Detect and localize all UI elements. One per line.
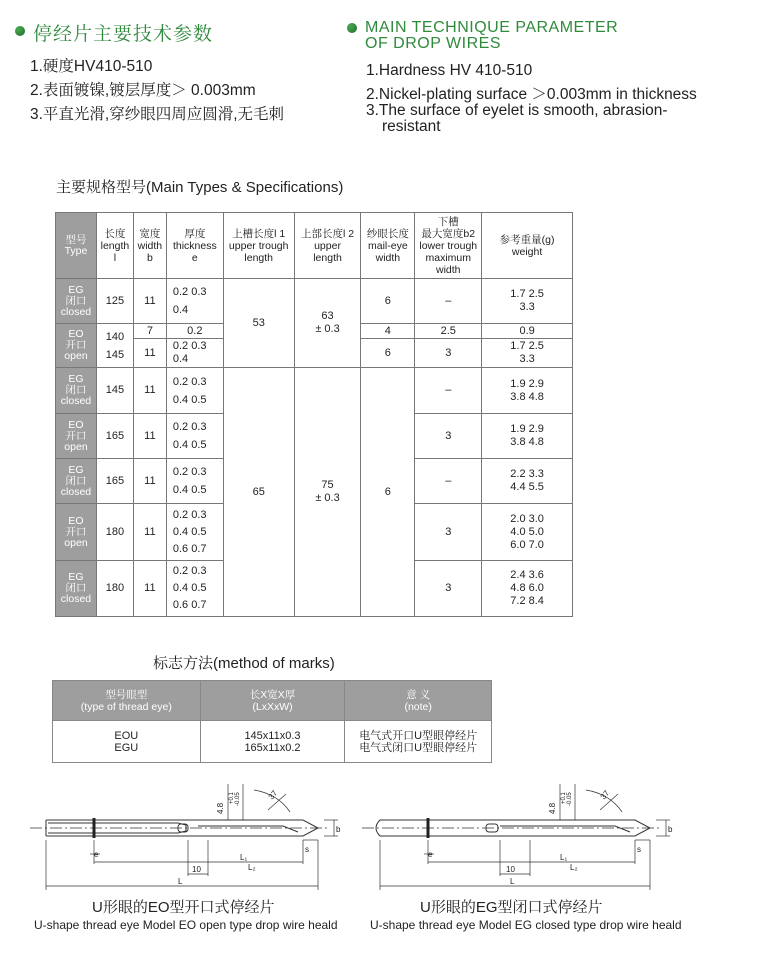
marks-note-cell: 电气式开口U型眼停经片 电气式闭口U型眼停经片 (345, 721, 492, 763)
header-type: 型号 Type (56, 213, 97, 279)
table-row (56, 279, 573, 324)
lower-trough-cell: 3 (415, 414, 482, 459)
thickness-cell: 0.2 0.3 0.4 (166, 279, 223, 324)
marks-header-type: 型号眼型 (type of thread eye) (53, 681, 201, 721)
type-cell: EG 闭口 closed (56, 368, 97, 414)
b-label: b (668, 825, 673, 834)
length-cell: 145 (96, 368, 133, 414)
lower-trough-cell: 2.5 (415, 324, 482, 339)
width-cell: 11 (133, 279, 166, 324)
mail-eye-cell: 6 (361, 339, 415, 368)
L-label: L (510, 877, 515, 886)
en-item-2: 2.Nickel-plating surface ＞0.003mm in thickness (366, 86, 697, 103)
length-cell: 140 145 (96, 324, 133, 368)
marks-header-dims: 长X宽X厚 (LxXxW) (200, 681, 345, 721)
width-cell: 11 (133, 368, 166, 414)
marks-header-note: 意 义 (note) (345, 681, 492, 721)
length-cell: 165 (96, 459, 133, 504)
tolerance-label: 4.8 (548, 802, 557, 814)
table-row (56, 368, 573, 414)
eo-drop-wire-drawing (28, 780, 348, 890)
e-label: e (94, 850, 99, 859)
eg-drop-wire-drawing (360, 780, 690, 895)
lower-trough-cell: – (415, 368, 482, 414)
b-label: b (336, 825, 341, 834)
weight-cell: 1.7 2.5 3.3 (482, 339, 573, 368)
width-cell: 11 (133, 459, 166, 504)
mail-eye-cell: 6 (361, 279, 415, 324)
weight-cell: 2.0 3.0 4.0 5.0 6.0 7.0 (482, 504, 573, 561)
weight-cell: 2.2 3.3 4.4 5.5 (482, 459, 573, 504)
length-cell: 180 (96, 561, 133, 617)
type-cell: EO 开口 open (56, 324, 97, 368)
cn-item-2: 2.表面镀镍,镀层厚度＞ 0.003mm (30, 82, 256, 99)
spec-table-title: 主要规格型号(Main Types & Specifications) (56, 179, 344, 196)
lower-trough-cell: 3 (415, 504, 482, 561)
angle-label: 37 (598, 788, 612, 802)
cn-item-3: 3.平直光滑,穿纱眼四周应圆滑,无毛刺 (30, 106, 285, 123)
table-row (53, 721, 492, 763)
type-cell: EO 开口 open (56, 504, 97, 561)
weight-cell: 0.9 (482, 324, 573, 339)
thickness-cell: 0.2 (166, 324, 223, 339)
lower-trough-cell: – (415, 279, 482, 324)
bullet-icon (15, 26, 25, 36)
header-width: 宽度 width b (133, 213, 166, 279)
mail-eye-cell: 6 (361, 368, 415, 617)
en-item-1: 1.Hardness HV 410-510 (366, 62, 533, 79)
en-section-title-line2: OF DROP WIRES (365, 35, 501, 52)
s-label: s (637, 845, 641, 854)
mail-eye-cell: 4 (361, 324, 415, 339)
length-cell: 125 (96, 279, 133, 324)
header-lower-trough-width: 下槽 最大宽度b2 lower trough maximum width (415, 213, 482, 279)
angle-label: 37 (266, 788, 280, 802)
ten-label: 10 (506, 865, 515, 874)
header-length: 长度 length l (96, 213, 133, 279)
marks-type-cell: EOU EGU (53, 721, 201, 763)
tolerance-plus-label: +0.1 (229, 792, 235, 804)
weight-cell: 1.7 2.5 3.3 (482, 279, 573, 324)
thickness-cell: 0.2 0.3 0.4 0.5 (166, 368, 223, 414)
l2-label: L₂ (570, 863, 578, 872)
upper-length-cell: 75 ± 0.3 (294, 368, 361, 617)
lower-trough-cell: 3 (415, 561, 482, 617)
l1-label: L₁ (240, 853, 248, 862)
width-cell: 11 (133, 339, 166, 368)
en-section-title-line1: MAIN TECHNIQUE PARAMETER (365, 19, 619, 36)
en-item-3-line2: resistant (382, 118, 441, 135)
tolerance-minus-label: -0.05 (567, 792, 573, 806)
upper-trough-length-cell: 65 (223, 368, 294, 617)
L-label: L (178, 877, 183, 886)
thickness-cell: 0.2 0.3 0.4 0.5 (166, 414, 223, 459)
type-cell: EO 开口 open (56, 414, 97, 459)
eo-caption-en: U-shape thread eye Model EO open type drop wire heald (34, 918, 338, 932)
type-cell: EG 闭口 closed (56, 561, 97, 617)
marks-table-title: 标志方法(method of marks) (153, 655, 335, 672)
marks-dims-cell: 145x11x0.3 165x11x0.2 (200, 721, 345, 763)
thickness-cell: 0.2 0.3 0.4 (166, 339, 223, 368)
spec-table (55, 212, 573, 617)
tolerance-label: 4.8 (216, 802, 225, 814)
l1-label: L₁ (560, 853, 568, 862)
e-label: e (428, 850, 433, 859)
cn-section-title: 停经片主要技术参数 (33, 24, 214, 45)
l2-label: L₂ (248, 863, 256, 872)
lower-trough-cell: 3 (415, 339, 482, 368)
header-thickness: 厚度 thickness e (166, 213, 223, 279)
eg-caption-en: U-shape thread eye Model EG closed type drop wire heald (370, 918, 682, 932)
marks-table (52, 680, 492, 763)
type-cell: EG 闭口 closed (56, 459, 97, 504)
thickness-cell: 0.2 0.3 0.4 0.5 0.6 0.7 (166, 561, 223, 617)
length-cell: 180 (96, 504, 133, 561)
width-cell: 11 (133, 561, 166, 617)
upper-trough-length-cell: 53 (223, 279, 294, 368)
header-upper-trough-length: 上槽长度l 1 upper trough length (223, 213, 294, 279)
length-cell: 165 (96, 414, 133, 459)
header-mail-eye-width: 纱眼长度 mail-eye width (361, 213, 415, 279)
upper-length-cell: 63 ± 0.3 (294, 279, 361, 368)
ten-label: 10 (192, 865, 201, 874)
bullet-icon (347, 23, 357, 33)
thickness-cell: 0.2 0.3 0.4 0.5 (166, 459, 223, 504)
lower-trough-cell: – (415, 459, 482, 504)
header-weight: 参考重量(g) weight (482, 213, 573, 279)
type-cell: EG 闭口 closed (56, 279, 97, 324)
width-cell: 11 (133, 414, 166, 459)
en-item-3-line1: 3.The surface of eyelet is smooth, abrasion- (366, 102, 668, 119)
header-upper-length: 上部长度l 2 upper length (294, 213, 361, 279)
width-cell: 11 (133, 504, 166, 561)
cn-item-1: 1.硬度HV410-510 (30, 58, 153, 75)
tolerance-minus-label: -0.05 (235, 792, 241, 806)
weight-cell: 1.9 2.9 3.8 4.8 (482, 368, 573, 414)
width-cell: 7 (133, 324, 166, 339)
eg-caption-cn: U形眼的EG型闭口式停经片 (420, 899, 603, 916)
s-label: s (305, 845, 309, 854)
thickness-cell: 0.2 0.3 0.4 0.5 0.6 0.7 (166, 504, 223, 561)
weight-cell: 2.4 3.6 4.8 6.0 7.2 8.4 (482, 561, 573, 617)
weight-cell: 1.9 2.9 3.8 4.8 (482, 414, 573, 459)
eo-caption-cn: U形眼的EO型开口式停经片 (92, 899, 275, 916)
tolerance-plus-label: +0.1 (561, 792, 567, 804)
